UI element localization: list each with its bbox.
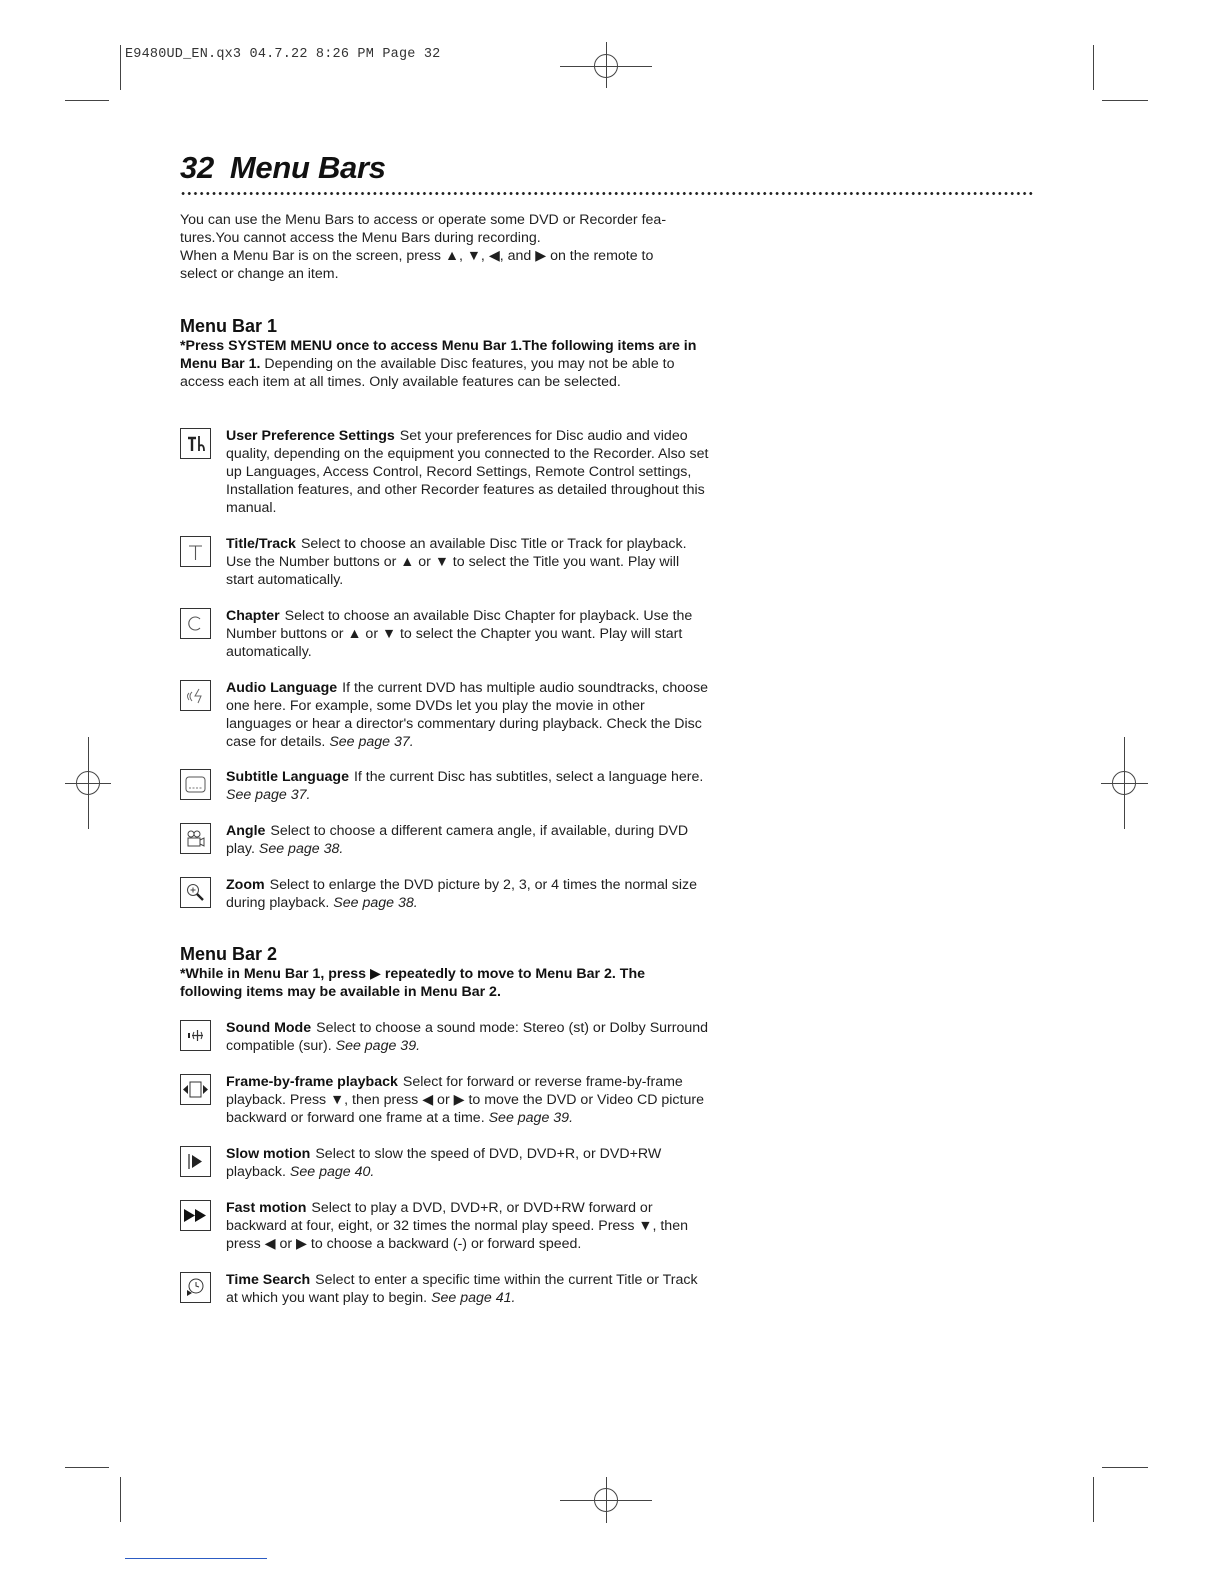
chapter-icon [180, 608, 211, 639]
zoom-icon [180, 877, 211, 908]
crop-mark [1102, 100, 1148, 101]
intro-paragraph: You can use the Menu Bars to access or operate some DVD or Recorder fea- tures.You cannot access the Menu Bars during recording. When a Menu Bar is on the screen, press ▲, ▼, ◀, and ▶ on the remote to select or change an item. [180, 212, 667, 282]
crop-mark [1093, 1477, 1094, 1522]
page-title [180, 150, 386, 186]
crop-mark [1102, 1467, 1148, 1468]
slow-motion-icon [180, 1146, 211, 1177]
crop-mark [120, 45, 121, 90]
time-search-icon [180, 1272, 211, 1303]
crop-mark [65, 1467, 109, 1468]
sound-mode-icon [180, 1020, 211, 1051]
angle-icon [180, 823, 211, 854]
crop-mark [120, 1477, 121, 1522]
dotted-rule [180, 191, 1033, 196]
page-number: 32 [180, 150, 214, 185]
crop-mark [65, 100, 109, 101]
slug-line: E9480UD_EN.qx3 04.7.22 8:26 PM Page 32 [125, 47, 441, 62]
menu-bar-2-heading: Menu Bar 2 [180, 944, 278, 964]
menu-bar-1-heading: Menu Bar 1 [180, 316, 278, 336]
bottom-rule [125, 1558, 267, 1559]
audio-language-icon [180, 680, 211, 711]
crop-mark [1093, 45, 1094, 90]
title-track-icon [180, 536, 211, 567]
user-preference-icon [180, 428, 211, 459]
page-title-text: Menu Bars [229, 150, 386, 185]
fast-motion-icon [180, 1200, 211, 1231]
menu-bar-2-instruction: *While in Menu Bar 1, press ▶ repeatedly to move to Menu Bar 2. The following items may be available in Menu Bar 2. [180, 966, 646, 1000]
frame-by-frame-icon [180, 1074, 211, 1105]
menu-bar-1-instruction: *Press SYSTEM MENU once to access Menu Bar 1.The following items are in Menu Bar 1. Depending on the available Disc features, you may not be able to access each item at all times. Only available features can be selected. [180, 338, 697, 390]
subtitle-language-icon [180, 769, 211, 800]
